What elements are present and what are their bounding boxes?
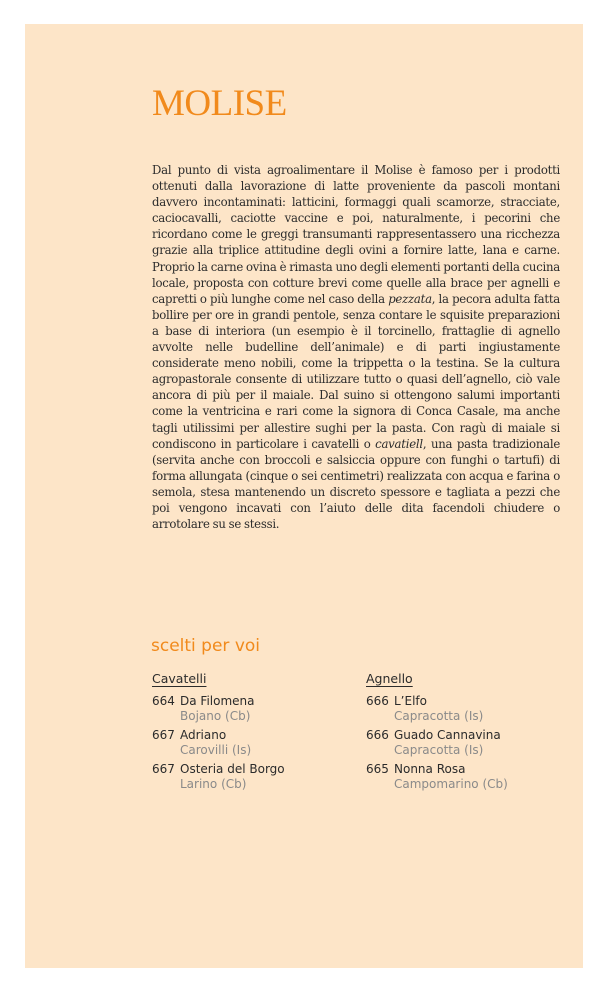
page-number: 665 [366,762,389,776]
restaurant-name: Nonna Rosa [394,762,466,776]
body-emphasis-pezzata: pezzata [388,291,432,306]
restaurant-name: L’Elfo [394,694,427,708]
page-number: 664 [152,694,175,708]
list-item [366,694,566,724]
restaurant-location: Carovilli (Is) [180,743,252,757]
column-heading: Agnello [366,671,413,686]
list-item [152,728,362,758]
restaurant-location: Campomarino (Cb) [394,777,508,791]
page-number: 667 [152,728,175,742]
column-cavatelli [152,671,362,796]
column-heading: Cavatelli [152,671,207,686]
list-item [366,728,566,758]
body-text-part: , la pecora adulta fatta bollire per ore in grandi pentole, senza contare le squisite preparazioni a base di interiora (un esempio è il torcinello, frattaglie di agnello avvolte nelle budelline dell’animale) e di parti ingiustamente considerate meno nobili, come la trippetta o la testina. Se la cultura agropastorale consente di utilizzare tutto o quasi dell’agnello, ciò vale ancora di più per il maiale. Dal suino si ottengono salumi importanti come la ventricina e rari come la signora di Conca Casale, ma anche tagli utilissimi per allestire sughi per la pasta. Con ragù di maiale si condiscono in particolare i cavatelli o [152,291,560,451]
entry-info [394,762,508,792]
restaurant-location: Bojano (Cb) [180,709,251,723]
restaurant-location: Capracotta (Is) [394,743,484,757]
page-number: 666 [366,694,389,708]
entry-info [180,728,251,758]
restaurant-name: Osteria del Borgo [180,762,285,776]
body-text-part: , una pasta tradizionale (servita anche con broccoli e salsiccia oppure con funghi o tartufi) di forma allungata (cinque o sei centimetri) realizzata con acqua e farina o semola, stesa mantenendo un discreto spessore e tagliata a pezzi che poi vengono incavati con l’aiuto delle dita facendoli chiudere o arrotolare su se stessi. [152,436,560,532]
restaurant-location: Capracotta (Is) [394,709,484,723]
restaurant-name: Da Filomena [180,694,255,708]
column-agnello [366,671,566,796]
entry-info [394,728,501,758]
body-text [152,162,560,532]
entry-info [180,694,254,724]
list-item [366,762,566,792]
list-item [152,694,362,724]
page-number: 667 [152,762,175,776]
restaurant-location: Larino (Cb) [180,777,247,791]
page [25,24,583,968]
body-emphasis-cavatiell: cavatiell [375,436,423,451]
restaurant-name: Guado Cannavina [394,728,501,742]
list-item [152,762,362,792]
restaurant-name: Adriano [180,728,227,742]
page-title: MOLISE [152,83,287,124]
page-number: 666 [366,728,389,742]
entry-info [394,694,483,724]
entry-info [180,762,285,792]
body-text-part: Dal punto di vista agroalimentare il Molise è famoso per i prodotti ottenuti dalla lavorazione di latte proveniente da pascoli montani davvero incontaminati: latticini, formaggi quali scamorze, stracciate, caciocavalli, caciotte vaccine e poi, naturalmente, i pecorini che ricordano come le greggi transumanti rappresentassero una ricchezza grazie alla triplice attitudine degli ovini a fornire latte, lana e carne. Proprio la carne ovina è rimasta uno degli elementi portanti della cucina locale, proposta con cotture brevi come quelle alla brace per agnelli e capretti o più lunghe come nel caso della [152,163,560,306]
section-title: scelti per voi [151,636,261,656]
